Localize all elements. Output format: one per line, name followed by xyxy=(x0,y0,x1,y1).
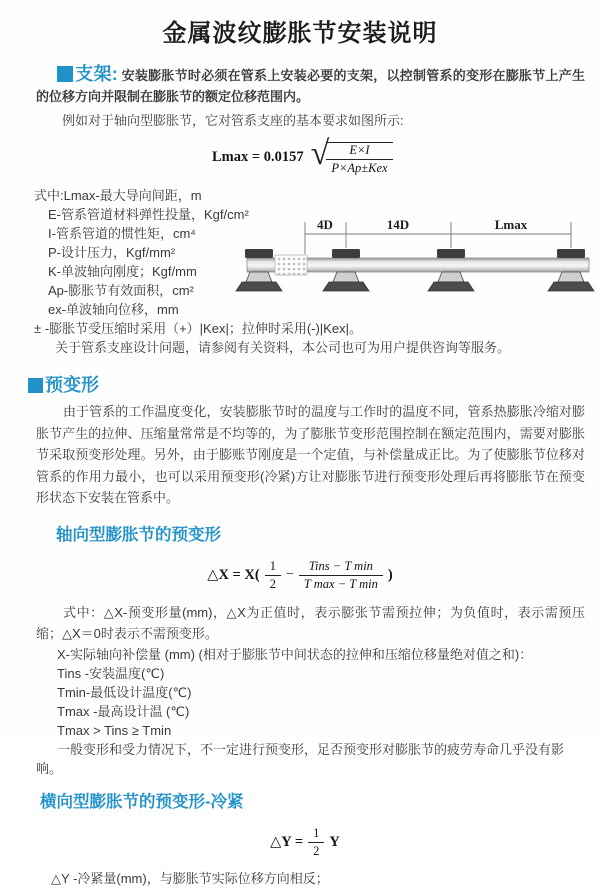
fraction-numerator: Tins − T min xyxy=(299,559,383,576)
dim-label-4d: 4D xyxy=(317,217,333,232)
formula-lmax xyxy=(212,135,600,176)
formula-lateral-rhs: Y xyxy=(329,833,340,850)
axial-note-line: 一般变形和受力情况下，不一定进行预变形，足否预变形对膨胀节的疲劳寿命几乎没有影响。 xyxy=(36,741,565,776)
fraction-denominator: 2 xyxy=(313,843,320,858)
formula-lmax-lhs: Lmax = 0.0157 xyxy=(212,149,304,165)
page-title: 金属波纹膨胀节安装说明 xyxy=(162,20,438,47)
section-bullet-icon xyxy=(57,66,73,82)
formula-lateral-preform xyxy=(10,826,600,859)
fraction-numerator: E×I xyxy=(326,143,392,160)
dim-label-14d: 14D xyxy=(386,217,410,232)
support-example-line: 例如对于轴向型膨胀节，它对管系支座的基本要求如图所示: xyxy=(62,113,404,128)
definition-i: I-管系管道的惯性矩，cm⁴ xyxy=(48,226,196,241)
bellows xyxy=(275,255,307,275)
one-half-fraction xyxy=(265,559,281,592)
plus-minus-note: ± -膨胀节受压缩时采用（+）|Kex|；拉伸时采用(-)|Kex|。 xyxy=(34,321,362,336)
preform-paragraph: 由于管系的工作温度变化，安装膨胀节时的温度与工作时的温度不同，管系热膨胀冷缩对膨胀节产生的拉伸、压缩量常常是不均等的，为了膨胀节变形范围控制在额定范围内，需要对膨胀节采取预变形处理。另外，由于膨账节刚度是一个定值，与补偿量成正比。为了使膨胀节位移对管系的作用力最小，也可以采用预变形(冷紧)方让对膨胀节进行预变形处理后再将膨胀节在预变形状态下安装在管系中。 xyxy=(36,404,585,505)
tmax-line: Tmax -最高设计温 (℃) xyxy=(57,703,190,719)
x-definition-line: X-实际轴向补偿量 (mm) (相对于膨胀节中间状态的拉伸和压缩位移量绝对值之和)： xyxy=(57,646,533,662)
support-intro-text: 安装膨胀节时必须在管系上安装必要的支架，以控制管系的变形在膨胀节上产生的位移方向并限制在膨胀节的额定位移范围内。 xyxy=(36,68,585,104)
formula-definitions xyxy=(34,186,585,357)
tins-line: Tins -安装温度(℃) xyxy=(57,665,165,681)
formula-axial-lhs: △X = X( xyxy=(207,567,260,583)
definition-e: E-管系管道材料弹性投量，Kgf/cm² xyxy=(48,207,249,222)
fraction-numerator: 1 xyxy=(265,559,281,576)
temperature-inequality-line: Tmax > Tins ≥ Tmin xyxy=(57,722,172,738)
radical-expression xyxy=(310,135,393,176)
tmin-line: Tmin-最低设计温度(℃) xyxy=(57,684,192,700)
support-section-label: 支架: xyxy=(75,64,118,84)
definition-k: K-单波轴向刚度；Kgf/mm xyxy=(48,264,197,279)
consult-note: 关于管系支座设计问题，请参阅有关资料，本公司也可为用户提供咨询等服务。 xyxy=(55,340,511,355)
formula-lmax-fraction xyxy=(326,142,392,176)
one-half-fraction xyxy=(308,826,324,859)
axial-formula-explain: 式中：△X-预变形量(mm)，△X为正值时，表示膨张节需预拉伸；为负值时，表示需预压缩；△X＝0时表示不需预变形。 xyxy=(36,604,585,641)
definition-line xyxy=(34,186,585,205)
definition-p: P-设计压力，Kgf/mm² xyxy=(48,245,176,260)
definition-ap: Ap-膨胀节有效面积，cm² xyxy=(48,283,194,298)
dim-label-lmax: Lmax xyxy=(494,217,528,232)
definitions-label: 式中: xyxy=(34,188,64,203)
fraction-numerator: 1 xyxy=(308,826,324,843)
fraction-denominator: 2 xyxy=(269,576,276,591)
fraction-denominator: T max − T min xyxy=(303,576,378,591)
formula-axial-rhs: ) xyxy=(387,566,393,583)
definition-lmax: Lmax-最大导向间距，m xyxy=(63,188,202,203)
preform-section-header xyxy=(28,371,585,397)
lateral-preform-heading: 横向型膨胀节的预变形-冷紧 xyxy=(40,792,244,811)
preform-section-label: 预变形 xyxy=(45,375,99,395)
fraction-denominator: P×Ap±Kex xyxy=(331,161,388,175)
radical-sign-icon: √ xyxy=(310,135,330,172)
lateral-note-line: △Y -冷紧量(mm)，与膨胀节实际位移方向相反； xyxy=(51,870,329,886)
support-section-intro xyxy=(36,64,585,107)
axial-preform-heading: 轴向型膨胀节的预变形 xyxy=(56,525,221,544)
temperature-fraction xyxy=(299,559,383,592)
minus-sign: − xyxy=(285,567,294,582)
section-bullet-icon xyxy=(28,378,43,393)
pipe-support-diagram xyxy=(241,214,593,310)
formula-axial-preform xyxy=(0,559,600,592)
formula-lateral-lhs: △Y = xyxy=(270,834,304,850)
definition-ex: ex-单波轴向位移，mm xyxy=(48,302,179,317)
